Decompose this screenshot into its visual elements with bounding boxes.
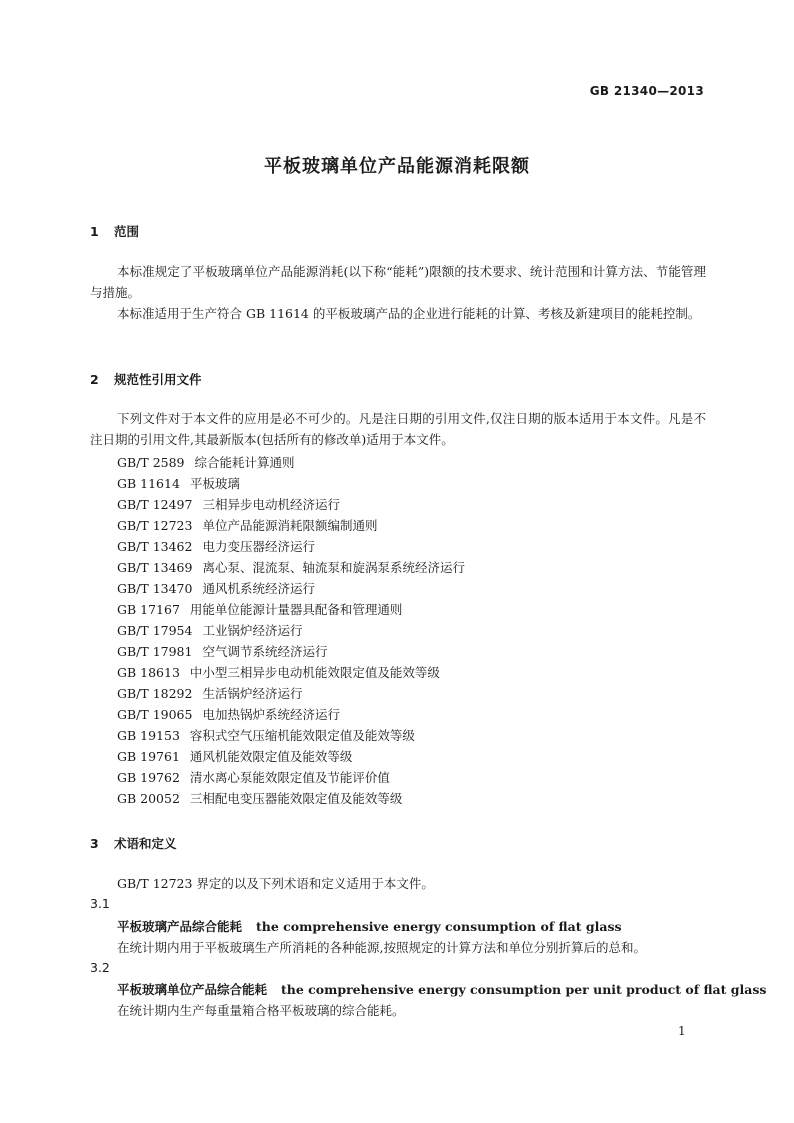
reference-code: GB/T 2589 (117, 455, 185, 470)
reference-item (117, 536, 465, 557)
section-2-title: 规范性引用文件 (114, 372, 202, 387)
term-3-1-number: 3.1 (90, 896, 110, 911)
term-3-2-cn: 平板玻璃单位产品综合能耗 (117, 982, 268, 997)
reference-code: GB/T 12497 (117, 497, 193, 512)
reference-code: GB 17167 (117, 602, 180, 617)
reference-title: 平板玻璃 (189, 476, 240, 491)
reference-item (117, 473, 465, 494)
normative-intro: 下列文件对于本文件的应用是必不可少的。凡是注日期的引用文件,仅注日期的版本适用于本文件。凡是不注日期的引用文件,其最新版本(包括所有的修改单)适用于本文件。 (90, 411, 706, 447)
reference-title: 清水离心泵能效限定值及节能评价值 (189, 770, 390, 785)
term-3-2-number: 3.2 (90, 960, 110, 975)
reference-code: GB 19762 (117, 770, 180, 785)
reference-code: GB/T 17981 (117, 644, 193, 659)
terms-intro: GB/T 12723 界定的以及下列术语和定义适用于本文件。 (117, 876, 434, 891)
document-title: 平板玻璃单位产品能源消耗限额 (264, 156, 530, 177)
section-3-heading (90, 834, 177, 852)
reference-item (117, 704, 465, 725)
reference-item (117, 494, 465, 515)
reference-item (117, 578, 465, 599)
reference-code: GB/T 19065 (117, 707, 193, 722)
section-3-number: 3 (90, 836, 99, 851)
reference-code: GB/T 12723 (117, 518, 193, 533)
reference-item (117, 557, 465, 578)
scope-paragraph-1: 本标准规定了平板玻璃单位产品能源消耗(以下称“能耗”)限额的技术要求、统计范围和计算方法、节能管理与措施。 (90, 264, 706, 300)
reference-title: 通风机能效限定值及能效等级 (189, 749, 353, 764)
term-3-2-definition: 在统计期内生产每重量箱合格平板玻璃的综合能耗。 (117, 1003, 405, 1018)
term-3-1-en: the comprehensive energy consumption of flat glass (256, 919, 622, 934)
reference-title: 三相配电变压器能效限定值及能效等级 (189, 791, 403, 806)
reference-title: 离心泵、混流泵、轴流泵和旋涡泵系统经济运行 (202, 560, 465, 575)
reference-item (117, 515, 465, 536)
reference-item (117, 599, 465, 620)
reference-title: 电力变压器经济运行 (202, 539, 315, 554)
reference-item (117, 725, 465, 746)
reference-code: GB 11614 (117, 476, 180, 491)
standard-code: GB 21340—2013 (589, 84, 704, 98)
reference-title: 容积式空气压缩机能效限定值及能效等级 (189, 728, 415, 743)
term-3-1-heading (117, 917, 622, 935)
reference-title: 综合能耗计算通则 (194, 455, 295, 470)
section-1-heading (90, 222, 139, 240)
reference-item (117, 452, 465, 473)
reference-item (117, 641, 465, 662)
reference-item (117, 683, 465, 704)
reference-code: GB/T 13470 (117, 581, 193, 596)
reference-title: 中小型三相异步电动机能效限定值及能效等级 (189, 665, 440, 680)
reference-code: GB 19761 (117, 749, 180, 764)
section-2-heading (90, 370, 202, 388)
term-3-2-heading (117, 980, 766, 998)
page-number: 1 (678, 1024, 686, 1038)
reference-code: GB 19153 (117, 728, 180, 743)
reference-item (117, 767, 465, 788)
reference-code: GB/T 17954 (117, 623, 193, 638)
reference-title: 工业锅炉经济运行 (202, 623, 303, 638)
reference-title: 生活锅炉经济运行 (202, 686, 303, 701)
reference-list (117, 452, 465, 809)
section-2-number: 2 (90, 372, 99, 387)
scope-paragraph-2: 本标准适用于生产符合 GB 11614 的平板玻璃产品的企业进行能耗的计算、考核及新建项目的能耗控制。 (117, 306, 701, 321)
reference-code: GB 20052 (117, 791, 180, 806)
reference-code: GB/T 18292 (117, 686, 193, 701)
reference-title: 单位产品能源消耗限额编制通则 (202, 518, 378, 533)
term-3-1-definition: 在统计期内用于平板玻璃生产所消耗的各种能源,按照规定的计算方法和单位分别折算后的总和。 (117, 940, 646, 955)
term-3-2-en: the comprehensive energy consumption per unit product of flat glass (281, 982, 767, 997)
section-3-title: 术语和定义 (114, 836, 177, 851)
reference-item (117, 662, 465, 683)
section-1-number: 1 (90, 224, 99, 239)
reference-code: GB/T 13469 (117, 560, 193, 575)
reference-code: GB/T 13462 (117, 539, 193, 554)
reference-code: GB 18613 (117, 665, 180, 680)
reference-item (117, 746, 465, 767)
reference-item (117, 788, 465, 809)
term-3-1-cn: 平板玻璃产品综合能耗 (117, 919, 243, 934)
reference-title: 用能单位能源计量器具配备和管理通则 (189, 602, 403, 617)
reference-item (117, 620, 465, 641)
reference-title: 电加热锅炉系统经济运行 (202, 707, 340, 722)
reference-title: 三相异步电动机经济运行 (202, 497, 340, 512)
reference-title: 通风机系统经济运行 (202, 581, 315, 596)
section-1-title: 范围 (114, 224, 140, 239)
reference-title: 空气调节系统经济运行 (202, 644, 328, 659)
